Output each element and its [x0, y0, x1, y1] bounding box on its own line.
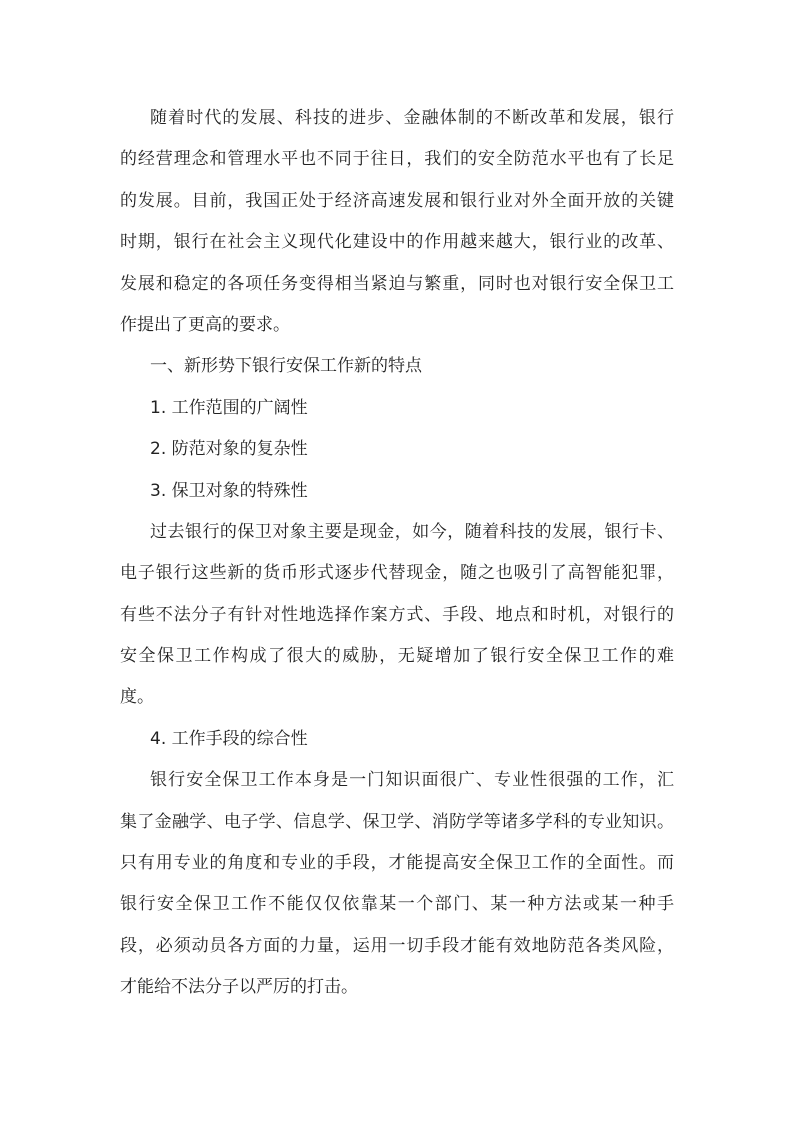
text-line: 过去银行的保卫对象主要是现金，如今，随着科技的发展，银行卡、 [150, 521, 674, 542]
list-item-3: 3. 保卫对象的特殊性 [150, 480, 308, 501]
text-line: 度。 [120, 687, 154, 708]
text-line: 安全保卫工作构成了很大的威胁，无疑增加了银行安全保卫工作的难 [120, 646, 674, 667]
text-line: 银行安全保卫工作不能仅仅依靠某一个部门、某一种方法或某一种手 [120, 894, 674, 915]
text-line: 有些不法分子有针对性地选择作案方式、手段、地点和时机，对银行的 [120, 604, 674, 625]
text-line: 集了金融学、电子学、信息学、保卫学、消防学等诸多学科的专业知识。 [120, 811, 674, 832]
paragraph-intro [120, 98, 674, 346]
text-line: 随着时代的发展、科技的进步、金融体制的不断改革和发展，银行 [150, 108, 674, 128]
text-line: 作提出了更高的要求。 [120, 314, 290, 335]
text-line: 的经营理念和管理水平也不同于往日，我们的安全防范水平也有了长足 [120, 149, 674, 170]
text-line: 才能给不法分子以严厉的打击。 [120, 977, 358, 998]
text-line: 发展和稳定的各项任务变得相当紧迫与繁重，同时也对银行安全保卫工 [120, 273, 674, 294]
text-line: 电子银行这些新的货币形式逐步代替现金，随之也吸引了高智能犯罪， [120, 563, 674, 584]
section-heading: 一、新形势下银行安保工作新的特点 [150, 356, 422, 377]
text-line: 只有用专业的角度和专业的手段，才能提高安全保卫工作的全面性。而 [120, 853, 674, 874]
paragraph-comprehensive-means [120, 760, 674, 1008]
text-line: 时期，银行在社会主义现代化建设中的作用越来越大，银行业的改革、 [120, 232, 674, 253]
text-line: 的发展。目前，我国正处于经济高速发展和银行业对外全面开放的关键 [120, 190, 674, 211]
text-line: 段，必须动员各方面的力量，运用一切手段才能有效地防范各类风险， [120, 935, 674, 956]
paragraph-security-targets [120, 512, 674, 719]
document-body [120, 98, 674, 1009]
text-line: 银行安全保卫工作本身是一门知识面很广、专业性很强的工作，汇 [150, 770, 674, 791]
list-item-2: 2. 防范对象的复杂性 [150, 439, 308, 460]
list-item-1: 1. 工作范围的广阔性 [150, 397, 308, 418]
list-item-4: 4. 工作手段的综合性 [150, 728, 308, 749]
